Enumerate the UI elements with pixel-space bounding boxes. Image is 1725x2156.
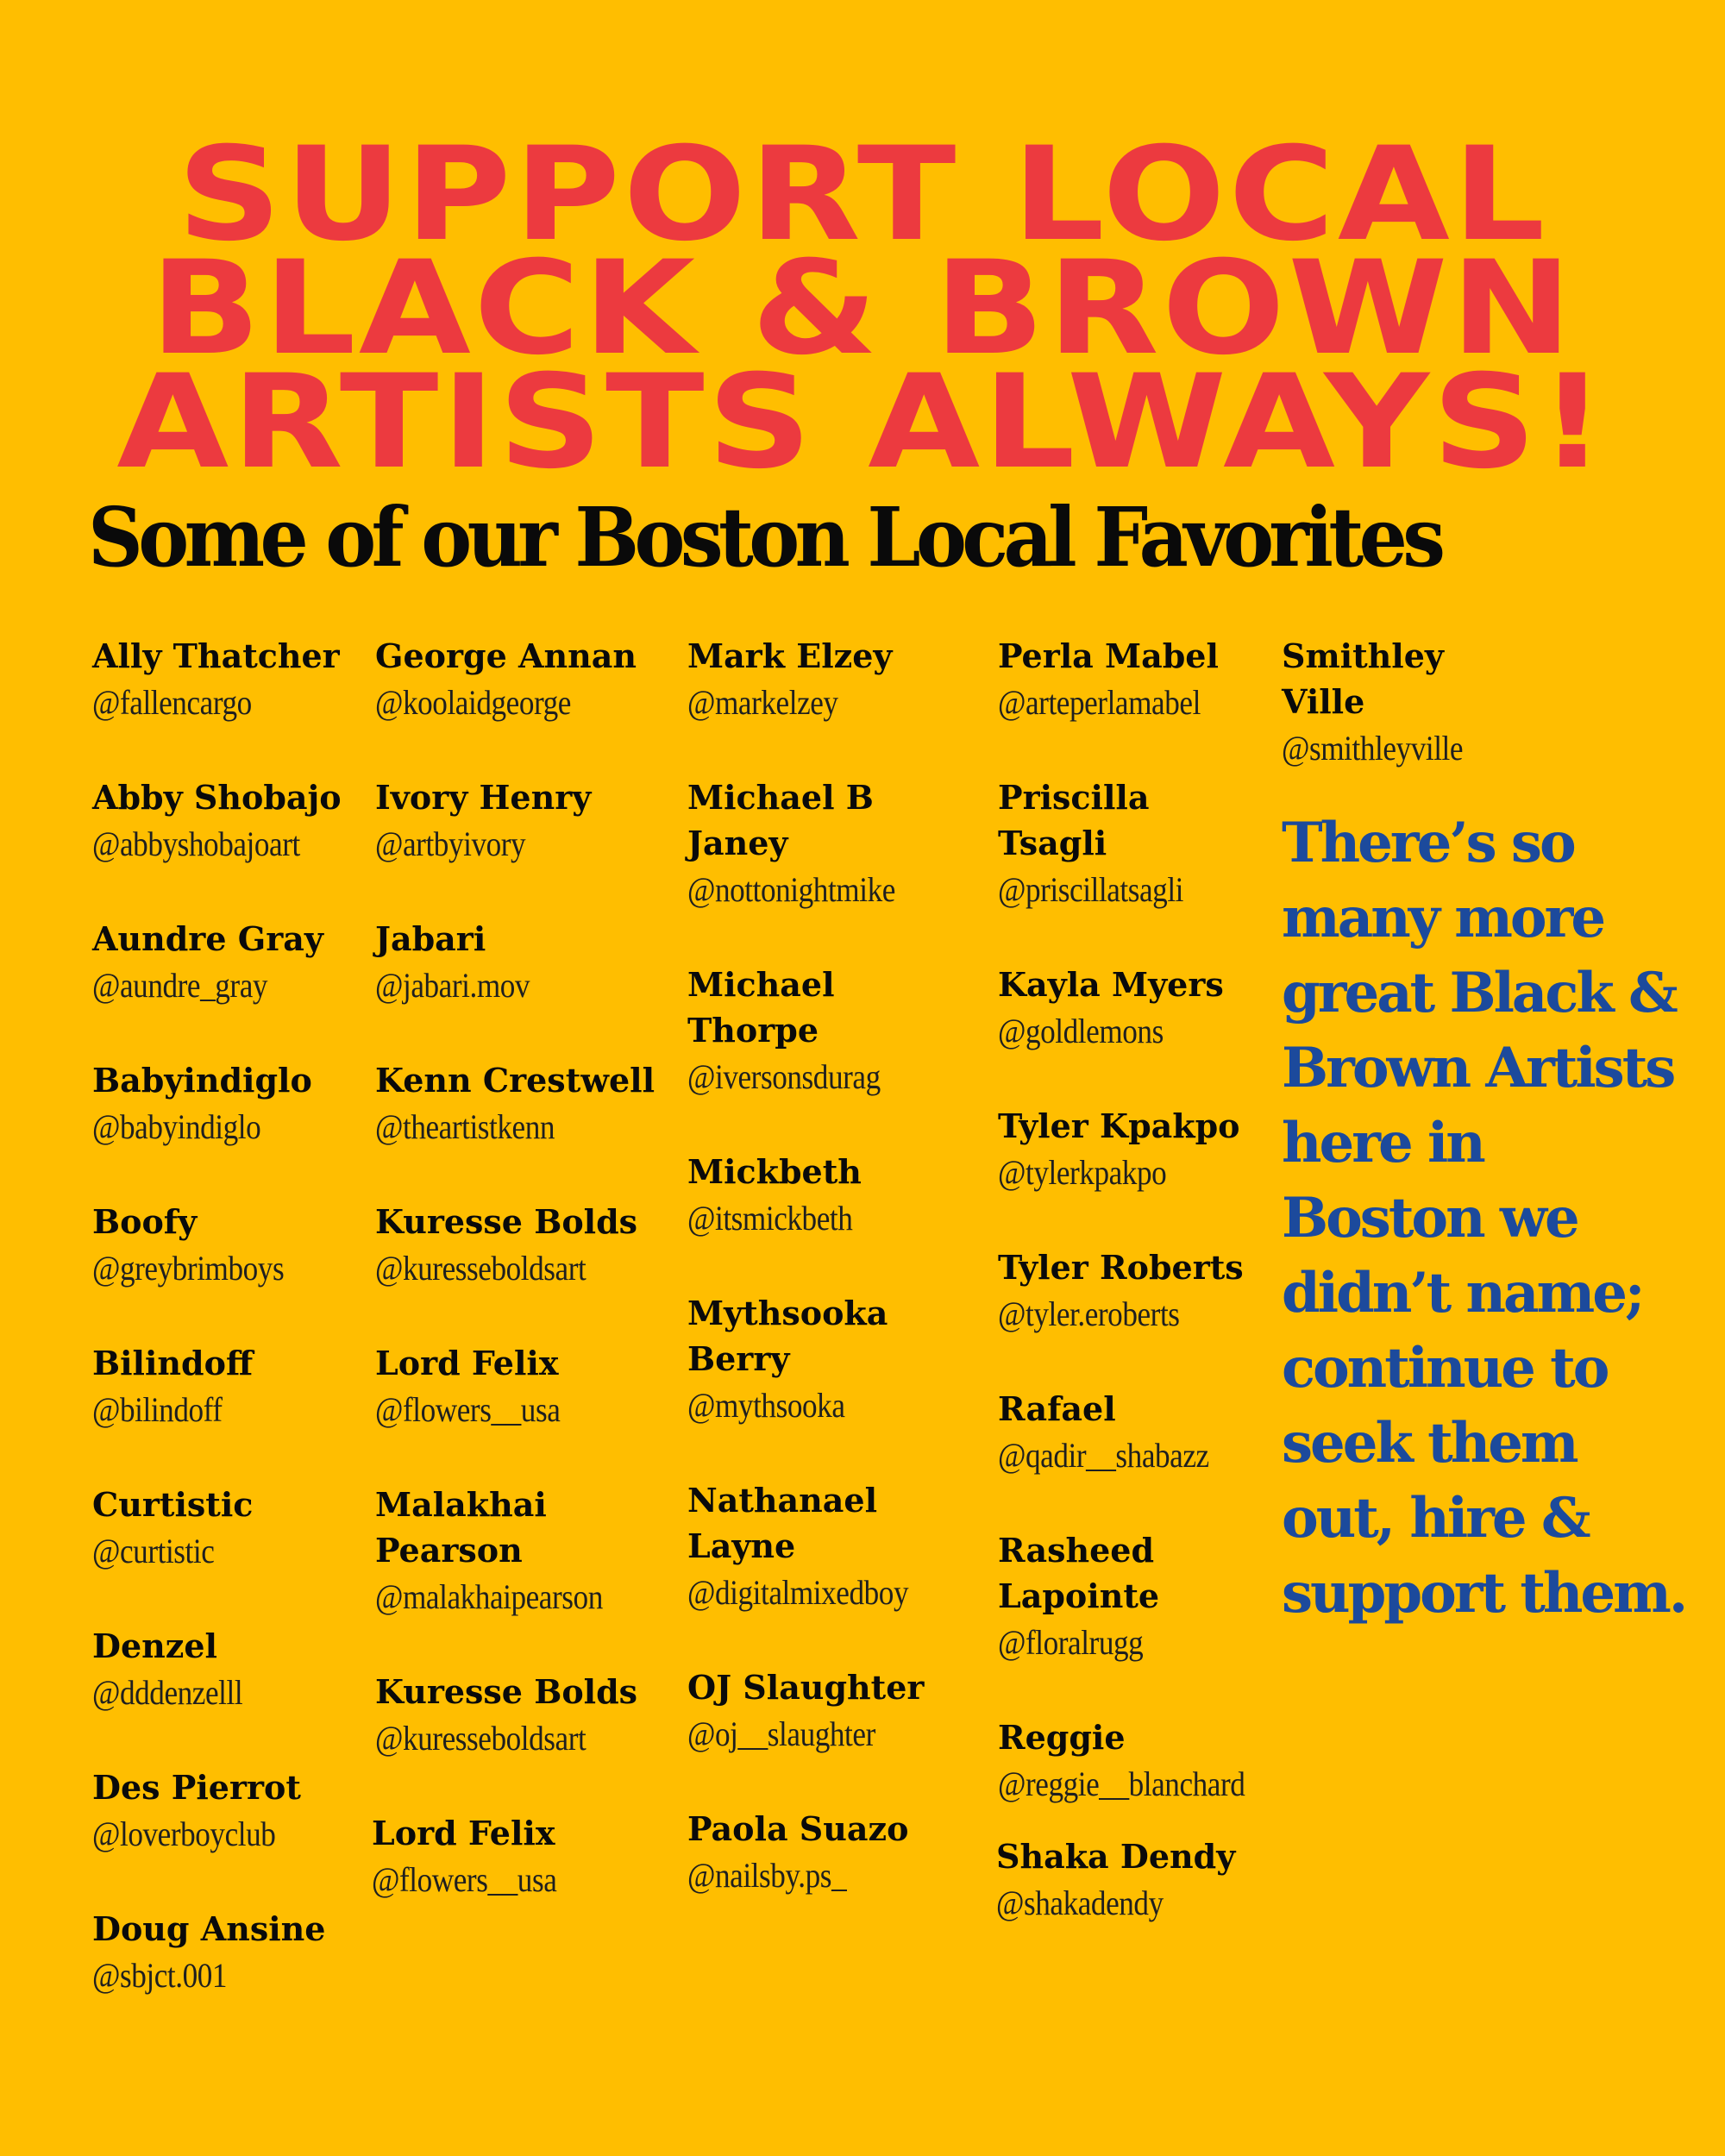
artist-name: Smithley Ville <box>1282 636 1444 721</box>
artist-entry <box>92 916 368 1057</box>
artist-entry <box>998 633 1274 774</box>
artist-handle: @abbyshobajoart <box>92 824 300 863</box>
artist-column-4 <box>998 633 1274 1975</box>
artist-entry <box>92 1764 368 1906</box>
artist-entry <box>92 1623 368 1764</box>
artist-entry <box>687 1290 981 1477</box>
artist-name: Boofy <box>92 1202 198 1241</box>
artist-column-2 <box>372 633 668 1952</box>
artist-name: Babyindiglo <box>92 1061 312 1100</box>
artist-name: Perla Mabel <box>998 636 1219 675</box>
artist-name: Mark Elzey <box>687 636 893 675</box>
artist-entry <box>375 916 668 1057</box>
artist-entry <box>687 633 981 774</box>
artist-name: Mythsooka Berry <box>687 1294 888 1378</box>
artist-name: Rasheed Lapointe <box>998 1531 1160 1615</box>
artist-handle: @fallencargo <box>92 683 252 722</box>
artist-name: Curtistic <box>92 1485 254 1524</box>
artist-name: Shaka Dendy <box>996 1837 1236 1876</box>
subheading: Some of our Boston Local Favorites <box>88 490 1441 586</box>
artist-handle: @kuresseboldsart <box>375 1719 586 1758</box>
artist-entry <box>375 1199 668 1340</box>
artist-handle: @mythsooka <box>687 1386 845 1425</box>
artist-entry <box>1282 633 1464 820</box>
artist-handle: @iversonsdurag <box>687 1057 881 1096</box>
artist-name: Paola Suazo <box>687 1809 909 1848</box>
artist-entry <box>996 1833 1274 1975</box>
artist-handle: @shakadendy <box>996 1883 1164 1922</box>
artist-name: Kayla Myers <box>998 965 1224 1004</box>
artist-entry <box>92 1199 368 1340</box>
artist-column-1 <box>92 633 368 2047</box>
artist-entry <box>375 1669 668 1810</box>
headline-line-2: BLACK & BROWN <box>150 234 1575 384</box>
artist-handle: @nottonightmike <box>687 870 895 909</box>
artist-handle: @flowers__usa <box>375 1390 561 1429</box>
artist-entry <box>998 1714 1274 1833</box>
artist-entry <box>92 633 368 774</box>
artist-column-5 <box>1282 633 1464 820</box>
artist-name: Kuresse Bolds <box>375 1202 638 1241</box>
artist-entry <box>998 1103 1274 1244</box>
artist-name: Denzel <box>92 1626 217 1665</box>
artist-name: Des Pierrot <box>92 1768 301 1807</box>
artist-handle: @artbyivory <box>375 824 526 863</box>
artist-name: Michael Thorpe <box>687 965 835 1050</box>
artist-handle: @digitalmixedboy <box>687 1573 909 1612</box>
artist-name: Kuresse Bolds <box>375 1672 638 1711</box>
artist-handle: @kuresseboldsart <box>375 1249 586 1288</box>
artist-entry <box>375 633 668 774</box>
artist-name: Lord Felix <box>375 1344 559 1382</box>
artist-handle: @reggie__blanchard <box>998 1764 1245 1803</box>
artist-name: Priscilla Tsagli <box>998 778 1150 862</box>
artist-entry <box>92 1482 368 1623</box>
artist-entry <box>998 962 1274 1103</box>
artist-entry <box>687 1477 981 1664</box>
artist-entry <box>92 1057 368 1199</box>
artist-entry <box>375 1482 668 1669</box>
artist-name: Tyler Kpakpo <box>998 1106 1240 1145</box>
artist-name: Tyler Roberts <box>998 1248 1244 1287</box>
headline-line-1: SUPPORT LOCAL <box>177 120 1548 270</box>
artist-column-3 <box>687 633 981 1947</box>
artist-handle: @sbjct.001 <box>92 1956 228 1995</box>
artist-name: Malakhai Pearson <box>375 1485 547 1570</box>
artist-name: OJ Slaughter <box>687 1668 925 1707</box>
artist-entry <box>687 962 981 1149</box>
artist-name: George Annan <box>375 636 637 675</box>
artist-handle: @greybrimboys <box>92 1249 285 1288</box>
artist-handle: @oj__slaughter <box>687 1714 875 1753</box>
artist-entry <box>687 1664 981 1806</box>
artist-handle: @nailsby.ps_ <box>687 1856 847 1895</box>
artist-entry <box>998 774 1274 962</box>
artist-handle: @koolaidgeorge <box>375 683 571 722</box>
artist-entry <box>372 1810 668 1952</box>
artist-name: Bilindoff <box>92 1344 254 1382</box>
artist-name: Aundre Gray <box>92 919 323 958</box>
artist-handle: @jabari.mov <box>375 966 530 1005</box>
artist-name: Ivory Henry <box>375 778 592 817</box>
artist-handle: @arteperlamabel <box>998 683 1201 722</box>
artist-name: Kenn Crestwell <box>375 1061 656 1100</box>
artist-entry <box>998 1527 1274 1714</box>
artist-handle: @babyindiglo <box>92 1107 261 1146</box>
artist-entry <box>92 1340 368 1482</box>
headline-line-3: ARTISTS ALWAYS! <box>116 348 1609 498</box>
artist-handle: @tyler.eroberts <box>998 1294 1180 1333</box>
artist-entry <box>998 1244 1274 1386</box>
artist-entry <box>375 1057 668 1199</box>
artist-handle: @priscillatsagli <box>998 870 1184 909</box>
headline <box>0 120 1725 498</box>
artist-name: Ally Thatcher <box>92 636 340 675</box>
artist-name: Reggie <box>998 1718 1126 1757</box>
artist-handle: @qadir__shabazz <box>998 1436 1209 1475</box>
artist-handle: @tylerkpakpo <box>998 1153 1167 1192</box>
artist-entry <box>687 1806 981 1947</box>
artist-name: Nathanael Layne <box>687 1481 878 1565</box>
artist-handle: @smithleyville <box>1282 729 1464 768</box>
artist-handle: @itsmickbeth <box>687 1199 853 1238</box>
artist-handle: @dddenzelll <box>92 1673 243 1712</box>
artist-entry <box>92 774 368 916</box>
artist-entry <box>687 1149 981 1290</box>
artist-name: Lord Felix <box>372 1814 555 1852</box>
artist-entry <box>375 774 668 916</box>
artist-handle: @goldlemons <box>998 1012 1164 1050</box>
artist-handle: @aundre_gray <box>92 966 268 1005</box>
artist-entry <box>92 1906 368 2047</box>
artist-handle: @curtistic <box>92 1532 215 1570</box>
artist-entry <box>375 1340 668 1482</box>
artist-name: Mickbeth <box>687 1152 862 1191</box>
artist-handle: @loverboyclub <box>92 1814 276 1853</box>
artist-handle: @markelzey <box>687 683 838 722</box>
artist-name: Jabari <box>375 919 486 958</box>
artist-name: Rafael <box>998 1389 1116 1428</box>
artist-handle: @theartistkenn <box>375 1107 555 1146</box>
artist-name: Doug Ansine <box>92 1909 326 1948</box>
artist-name: Michael B Janey <box>687 778 874 862</box>
artist-handle: @floralrugg <box>998 1623 1144 1662</box>
artist-handle: @bilindoff <box>92 1390 223 1429</box>
artist-handle: @flowers__usa <box>372 1860 557 1899</box>
closing-note: There’s so many more great Black & Brown Artists here in Boston we didn’t name; continue to seek them out, hire & support them. <box>1282 811 1686 1626</box>
artist-handle: @malakhaipearson <box>375 1577 603 1616</box>
artist-entry <box>687 774 981 962</box>
artist-name: Abby Shobajo <box>92 778 342 817</box>
artist-entry <box>998 1386 1274 1527</box>
